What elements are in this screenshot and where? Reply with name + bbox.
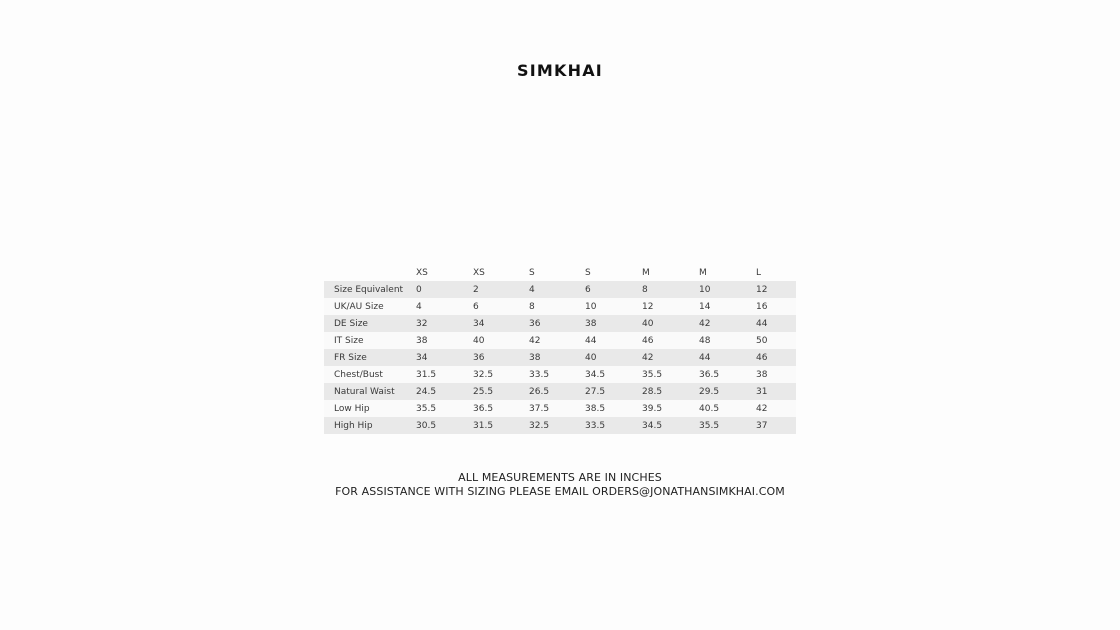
table-cell: 25.5 <box>473 383 529 400</box>
table-cell: 40.5 <box>699 400 756 417</box>
table-cell: 40 <box>473 332 529 349</box>
table-row <box>324 383 796 400</box>
table-cell: 39.5 <box>642 400 699 417</box>
table-cell: 42 <box>699 315 756 332</box>
table-cell: 31.5 <box>416 366 473 383</box>
row-label: Natural Waist <box>324 383 416 400</box>
table-cell: 33.5 <box>585 417 642 434</box>
header-cell: XS <box>473 267 485 278</box>
table-cell: 4 <box>416 298 473 315</box>
table-cell: 31.5 <box>473 417 529 434</box>
row-label: FR Size <box>324 349 416 366</box>
table-cell: 8 <box>529 298 585 315</box>
row-label: High Hip <box>324 417 416 434</box>
measurement-units-note: ALL MEASUREMENTS ARE IN INCHES <box>458 471 662 484</box>
table-cell: 40 <box>642 315 699 332</box>
table-cell: 4 <box>529 281 585 298</box>
table-cell: 34.5 <box>585 366 642 383</box>
table-cell: 12 <box>642 298 699 315</box>
table-row <box>324 417 796 434</box>
table-cell: 35.5 <box>699 417 756 434</box>
table-cell: 37.5 <box>529 400 585 417</box>
header-cell: S <box>585 267 591 278</box>
sizing-assistance-note: FOR ASSISTANCE WITH SIZING PLEASE EMAIL ORDERS@JONATHANSIMKHAI.COM <box>335 485 785 498</box>
size-header-row <box>324 264 796 281</box>
table-cell: 36 <box>473 349 529 366</box>
table-cell: 50 <box>756 332 796 349</box>
table-cell: 36.5 <box>473 400 529 417</box>
table-cell: 34 <box>473 315 529 332</box>
table-cell: 0 <box>416 281 473 298</box>
table-cell: 12 <box>756 281 796 298</box>
table-cell: 31 <box>756 383 796 400</box>
row-label: DE Size <box>324 315 416 332</box>
table-cell: 30.5 <box>416 417 473 434</box>
table-cell: 44 <box>699 349 756 366</box>
table-cell: 38 <box>756 366 796 383</box>
table-cell: 48 <box>699 332 756 349</box>
row-label: IT Size <box>324 332 416 349</box>
header-cell: M <box>699 267 707 278</box>
table-cell: 38 <box>529 349 585 366</box>
table-cell: 10 <box>585 298 642 315</box>
row-label: Chest/Bust <box>324 366 416 383</box>
table-cell: 28.5 <box>642 383 699 400</box>
table-cell: 36 <box>529 315 585 332</box>
table-cell: 42 <box>529 332 585 349</box>
table-row <box>324 298 796 315</box>
table-row <box>324 281 796 298</box>
table-cell: 33.5 <box>529 366 585 383</box>
table-cell: 40 <box>585 349 642 366</box>
table-row <box>324 332 796 349</box>
table-cell: 27.5 <box>585 383 642 400</box>
table-cell: 6 <box>473 298 529 315</box>
table-cell: 38 <box>585 315 642 332</box>
table-cell: 32.5 <box>529 417 585 434</box>
table-cell: 26.5 <box>529 383 585 400</box>
table-row <box>324 315 796 332</box>
table-cell: 38.5 <box>585 400 642 417</box>
row-label: Low Hip <box>324 400 416 417</box>
table-cell: 16 <box>756 298 796 315</box>
table-cell: 42 <box>642 349 699 366</box>
table-cell: 32.5 <box>473 366 529 383</box>
table-row <box>324 366 796 383</box>
table-cell: 42 <box>756 400 796 417</box>
table-cell: 24.5 <box>416 383 473 400</box>
table-cell: 44 <box>756 315 796 332</box>
table-cell: 34 <box>416 349 473 366</box>
header-cell: M <box>642 267 650 278</box>
table-cell: 8 <box>642 281 699 298</box>
table-cell: 44 <box>585 332 642 349</box>
row-label: Size Equivalent <box>324 281 416 298</box>
table-cell: 46 <box>642 332 699 349</box>
table-cell: 34.5 <box>642 417 699 434</box>
table-cell: 35.5 <box>642 366 699 383</box>
table-cell: 38 <box>416 332 473 349</box>
table-cell: 46 <box>756 349 796 366</box>
header-cell-blank <box>324 264 416 281</box>
table-cell: 10 <box>699 281 756 298</box>
table-cell: 6 <box>585 281 642 298</box>
sizing-notes <box>0 471 1120 499</box>
size-chart-table <box>324 264 796 434</box>
table-row <box>324 400 796 417</box>
table-cell: 36.5 <box>699 366 756 383</box>
table-row <box>324 349 796 366</box>
header-cell: XS <box>416 267 428 278</box>
header-cell: L <box>756 267 762 278</box>
table-cell: 35.5 <box>416 400 473 417</box>
table-cell: 14 <box>699 298 756 315</box>
table-cell: 37 <box>756 417 796 434</box>
header-cell: S <box>529 267 535 278</box>
table-cell: 32 <box>416 315 473 332</box>
table-cell: 29.5 <box>699 383 756 400</box>
row-label: UK/AU Size <box>324 298 416 315</box>
table-cell: 2 <box>473 281 529 298</box>
brand-logo: SIMKHAI <box>517 61 603 80</box>
